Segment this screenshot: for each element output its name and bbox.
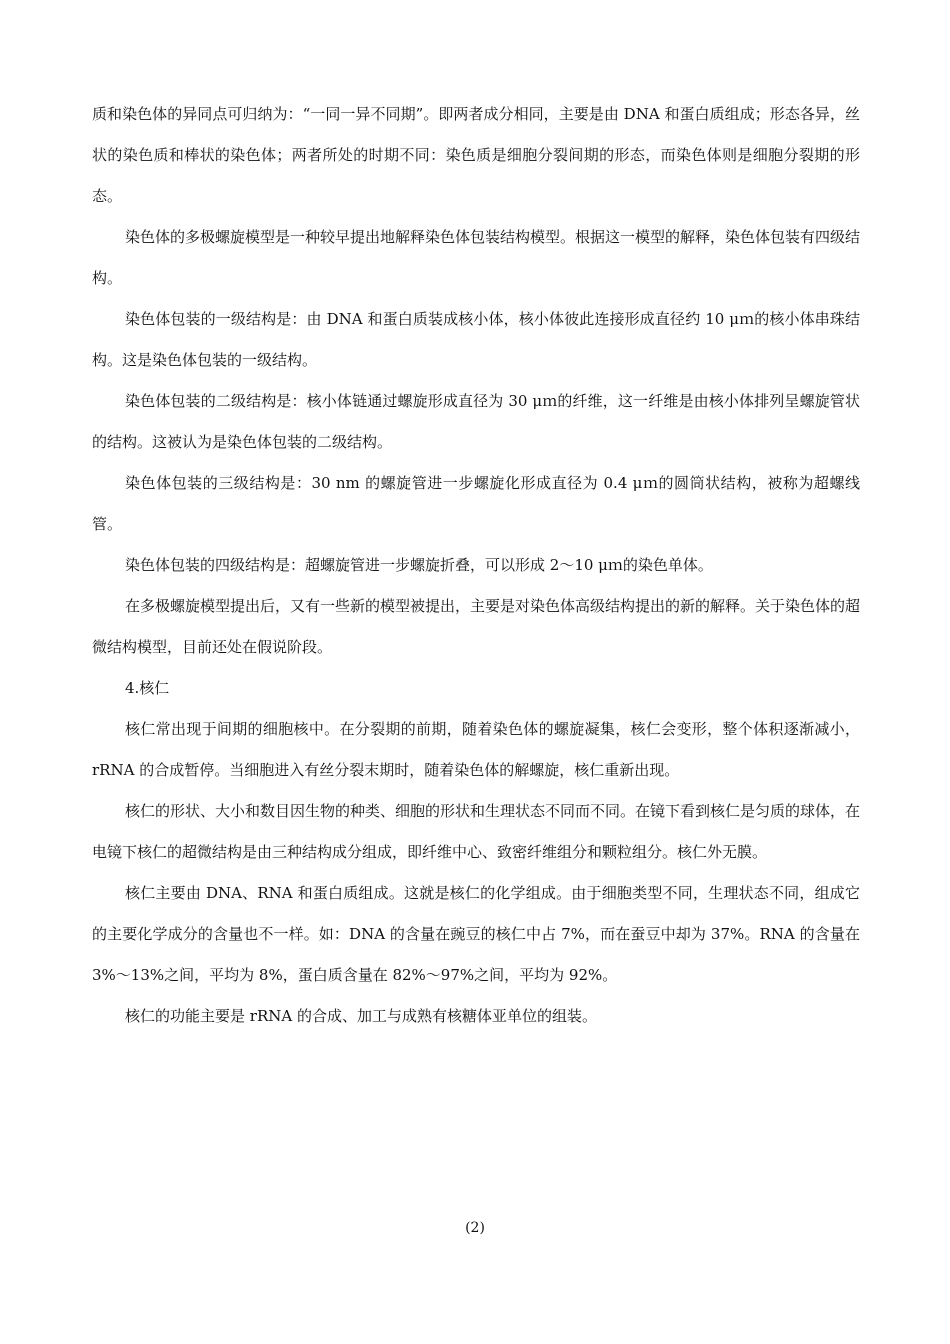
paragraph-nucleolus-function: 核仁的功能主要是 rRNA 的合成、加工与成熟有核糖体亚单位的组装。 xyxy=(125,1007,597,1025)
paragraph-nucleolus-composition: 核仁主要由 DNA、RNA 和蛋白质组成。这就是核仁的化学组成。由于细胞类型不同，生理状态不同，组成它的主要化学成分的含量也不一样。如：DNA 的含量在豌豆的核仁中占 7%，而在蚕豆中却为 37%。RNA 的含量在 3%～13%之间，平均为 8%，蛋白质含量在 82%～97%之间，平均为 92%。 xyxy=(92,884,860,984)
section-heading-nucleolus: 4.核仁 xyxy=(125,679,170,697)
paragraph-secondary-structure: 染色体包装的二级结构是：核小体链通过螺旋形成直径为 30 μｍ的纤维，这一纤维是由核小体排列呈螺旋管状的结构。这被认为是染色体包装的二级结构。 xyxy=(92,392,860,451)
paragraph-multilevel-model: 染色体的多极螺旋模型是一种较早提出地解释染色体包装结构模型。根据这一模型的解释，染色体包装有四级结构。 xyxy=(92,228,861,287)
page-number: (2) xyxy=(465,1220,485,1236)
paragraph-chromatin-comparison: 质和染色体的异同点可归纳为：“一同一异不同期”。即两者成分相同，主要是由 DNA 和蛋白质组成；形态各异，丝状的染色质和棒状的染色体；两者所处的时期不同：染色质是细胞分裂间期的形态，而染色体则是细胞分裂期的形态。 xyxy=(92,105,860,205)
paragraph-primary-structure: 染色体包装的一级结构是：由 DNA 和蛋白质装成核小体，核小体彼此连接形成直径约 10 μｍ的核小体串珠结构。这是染色体包装的一级结构。 xyxy=(92,310,860,369)
paragraph-nucleolus-morphology: 核仁的形状、大小和数目因生物的种类、细胞的形状和生理状态不同而不同。在镜下看到核仁是匀质的球体，在电镜下核仁的超微结构是由三种结构成分组成，即纤维中心、致密纤维组分和颗粒组分。核仁外无膜。 xyxy=(92,802,861,861)
paragraph-tertiary-structure: 染色体包装的三级结构是：30 nm 的螺旋管进一步螺旋化形成直径为 0.4 μｍ的圆筒状结构，被称为超螺线管。 xyxy=(92,474,860,533)
paragraph-new-models: 在多极螺旋模型提出后，又有一些新的模型被提出，主要是对染色体高级结构提出的新的解释。关于染色体的超微结构模型，目前还处在假说阶段。 xyxy=(92,597,861,656)
paragraph-nucleolus-cycle: 核仁常出现于间期的细胞核中。在分裂期的前期，随着染色体的螺旋凝集，核仁会变形，整个体积逐渐减小，rRNA 的合成暂停。当细胞进入有丝分裂末期时，随着染色体的解螺旋，核仁重新出现。 xyxy=(92,720,860,779)
paragraph-quaternary-structure: 染色体包装的四级结构是：超螺旋管进一步螺旋折叠，可以形成 2～10 μｍ的染色单体。 xyxy=(125,556,713,574)
document-body xyxy=(92,94,860,1037)
